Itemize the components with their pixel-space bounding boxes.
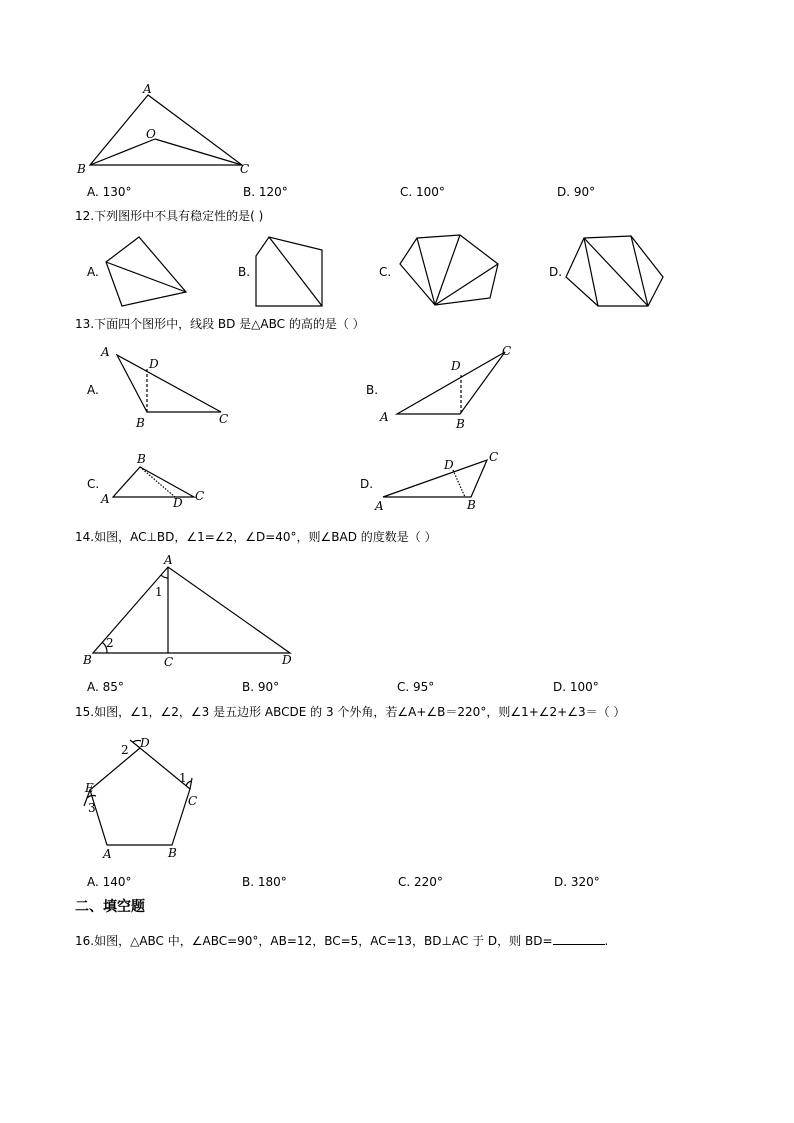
q13-option-c[interactable]: C. <box>87 477 100 491</box>
q12-option-d[interactable]: D. <box>549 265 563 279</box>
q11-label-b: B <box>77 162 86 176</box>
q13-figure-d <box>383 460 487 497</box>
q15-label-d: D <box>140 736 150 750</box>
q13a-label-b: B <box>136 416 145 430</box>
q15-label-c: C <box>188 794 198 808</box>
q14-label-b: B <box>83 653 92 667</box>
q16-end: . <box>604 934 609 948</box>
q13c-label-a: A <box>101 492 110 506</box>
q13a-label-d: D <box>149 357 159 371</box>
q14-label-d: D <box>282 653 292 667</box>
q14-angle-1: 1 <box>155 585 163 599</box>
q15-angle-2: 2 <box>121 743 129 757</box>
q13-stem: 13.下面四个图形中，线段 BD 是△ABC 的高的是（ ） <box>75 317 365 331</box>
q16-answer-blank[interactable] <box>553 933 605 945</box>
q11-label-o: O <box>146 127 156 141</box>
q13a-label-a: A <box>101 345 110 359</box>
q14-stem: 14.如图，AC⊥BD，∠1=∠2，∠D=40°，则∠BAD 的度数是（ ） <box>75 530 437 544</box>
q15-angle-3: 3 <box>88 801 96 815</box>
q15-stem: 15.如图，∠1，∠2，∠3 是五边形 ABCDE 的 3 个外角，若∠A+∠B＝220°，则∠1+∠2+∠3＝（ ） <box>75 705 626 719</box>
q15-option-d[interactable]: D. 320° <box>554 875 600 889</box>
q16-line <box>75 933 608 948</box>
q15-label-b: B <box>168 846 177 860</box>
q14-figure <box>93 567 290 653</box>
q13d-label-c: C <box>489 450 499 464</box>
q13-option-b[interactable]: B. <box>366 383 379 397</box>
q12-figure-a <box>106 237 186 306</box>
q14-label-a: A <box>164 553 173 567</box>
q14-label-c: C <box>164 655 174 669</box>
q14-option-a[interactable]: A. 85° <box>87 680 124 694</box>
q13d-label-d: D <box>444 458 454 472</box>
q15-figure <box>84 740 192 845</box>
q11-label-c: C <box>240 162 250 176</box>
q11-figure <box>90 95 242 165</box>
q13-figure-a <box>117 355 221 412</box>
q13b-label-b: B <box>456 417 465 431</box>
q14-option-b[interactable]: B. 90° <box>242 680 280 694</box>
q11-option-d[interactable]: D. 90° <box>557 185 596 199</box>
q15-label-e: E <box>85 781 94 795</box>
q13b-label-a: A <box>380 410 389 424</box>
q13-option-d[interactable]: D. <box>360 477 374 491</box>
q15-option-b[interactable]: B. 180° <box>242 875 287 889</box>
q15-option-a[interactable]: A. 140° <box>87 875 132 889</box>
q16-stem: 16.如图，△ABC 中，∠ABC=90°，AB=12，BC=5，AC=13，BD⊥AC 于 D，则 BD= <box>75 934 553 948</box>
q13a-label-c: C <box>219 412 229 426</box>
section-title: 二、填空题 <box>75 899 145 915</box>
q13d-label-a: A <box>375 499 384 513</box>
q11-label-a: A <box>143 82 152 96</box>
q13-figure-c <box>113 467 194 497</box>
q11-option-c[interactable]: C. 100° <box>400 185 445 199</box>
q15-label-a: A <box>103 847 112 861</box>
q13c-label-d: D <box>173 496 183 510</box>
q14-option-d[interactable]: D. 100° <box>553 680 599 694</box>
q12-option-b[interactable]: B. <box>238 265 251 279</box>
q14-option-c[interactable]: C. 95° <box>397 680 435 694</box>
q12-option-c[interactable]: C. <box>379 265 392 279</box>
q11-option-b[interactable]: B. 120° <box>243 185 288 199</box>
q12-option-a[interactable]: A. <box>87 265 99 279</box>
q13b-label-c: C <box>502 344 512 358</box>
q13b-label-d: D <box>451 359 461 373</box>
q15-option-c[interactable]: C. 220° <box>398 875 443 889</box>
q13d-label-b: B <box>467 498 476 512</box>
q12-figure-d <box>566 236 663 306</box>
q12-stem: 12.下列图形中不具有稳定性的是( ) <box>75 209 264 223</box>
q13-option-a[interactable]: A. <box>87 383 99 397</box>
q14-angle-2: 2 <box>106 636 114 650</box>
q11-option-a[interactable]: A. 130° <box>87 185 132 199</box>
q12-figure-c <box>400 235 498 305</box>
q15-angle-1: 1 <box>179 771 187 785</box>
q13c-label-b: B <box>137 452 146 466</box>
q13c-label-c: C <box>195 489 205 503</box>
q12-figure-b <box>256 237 322 306</box>
